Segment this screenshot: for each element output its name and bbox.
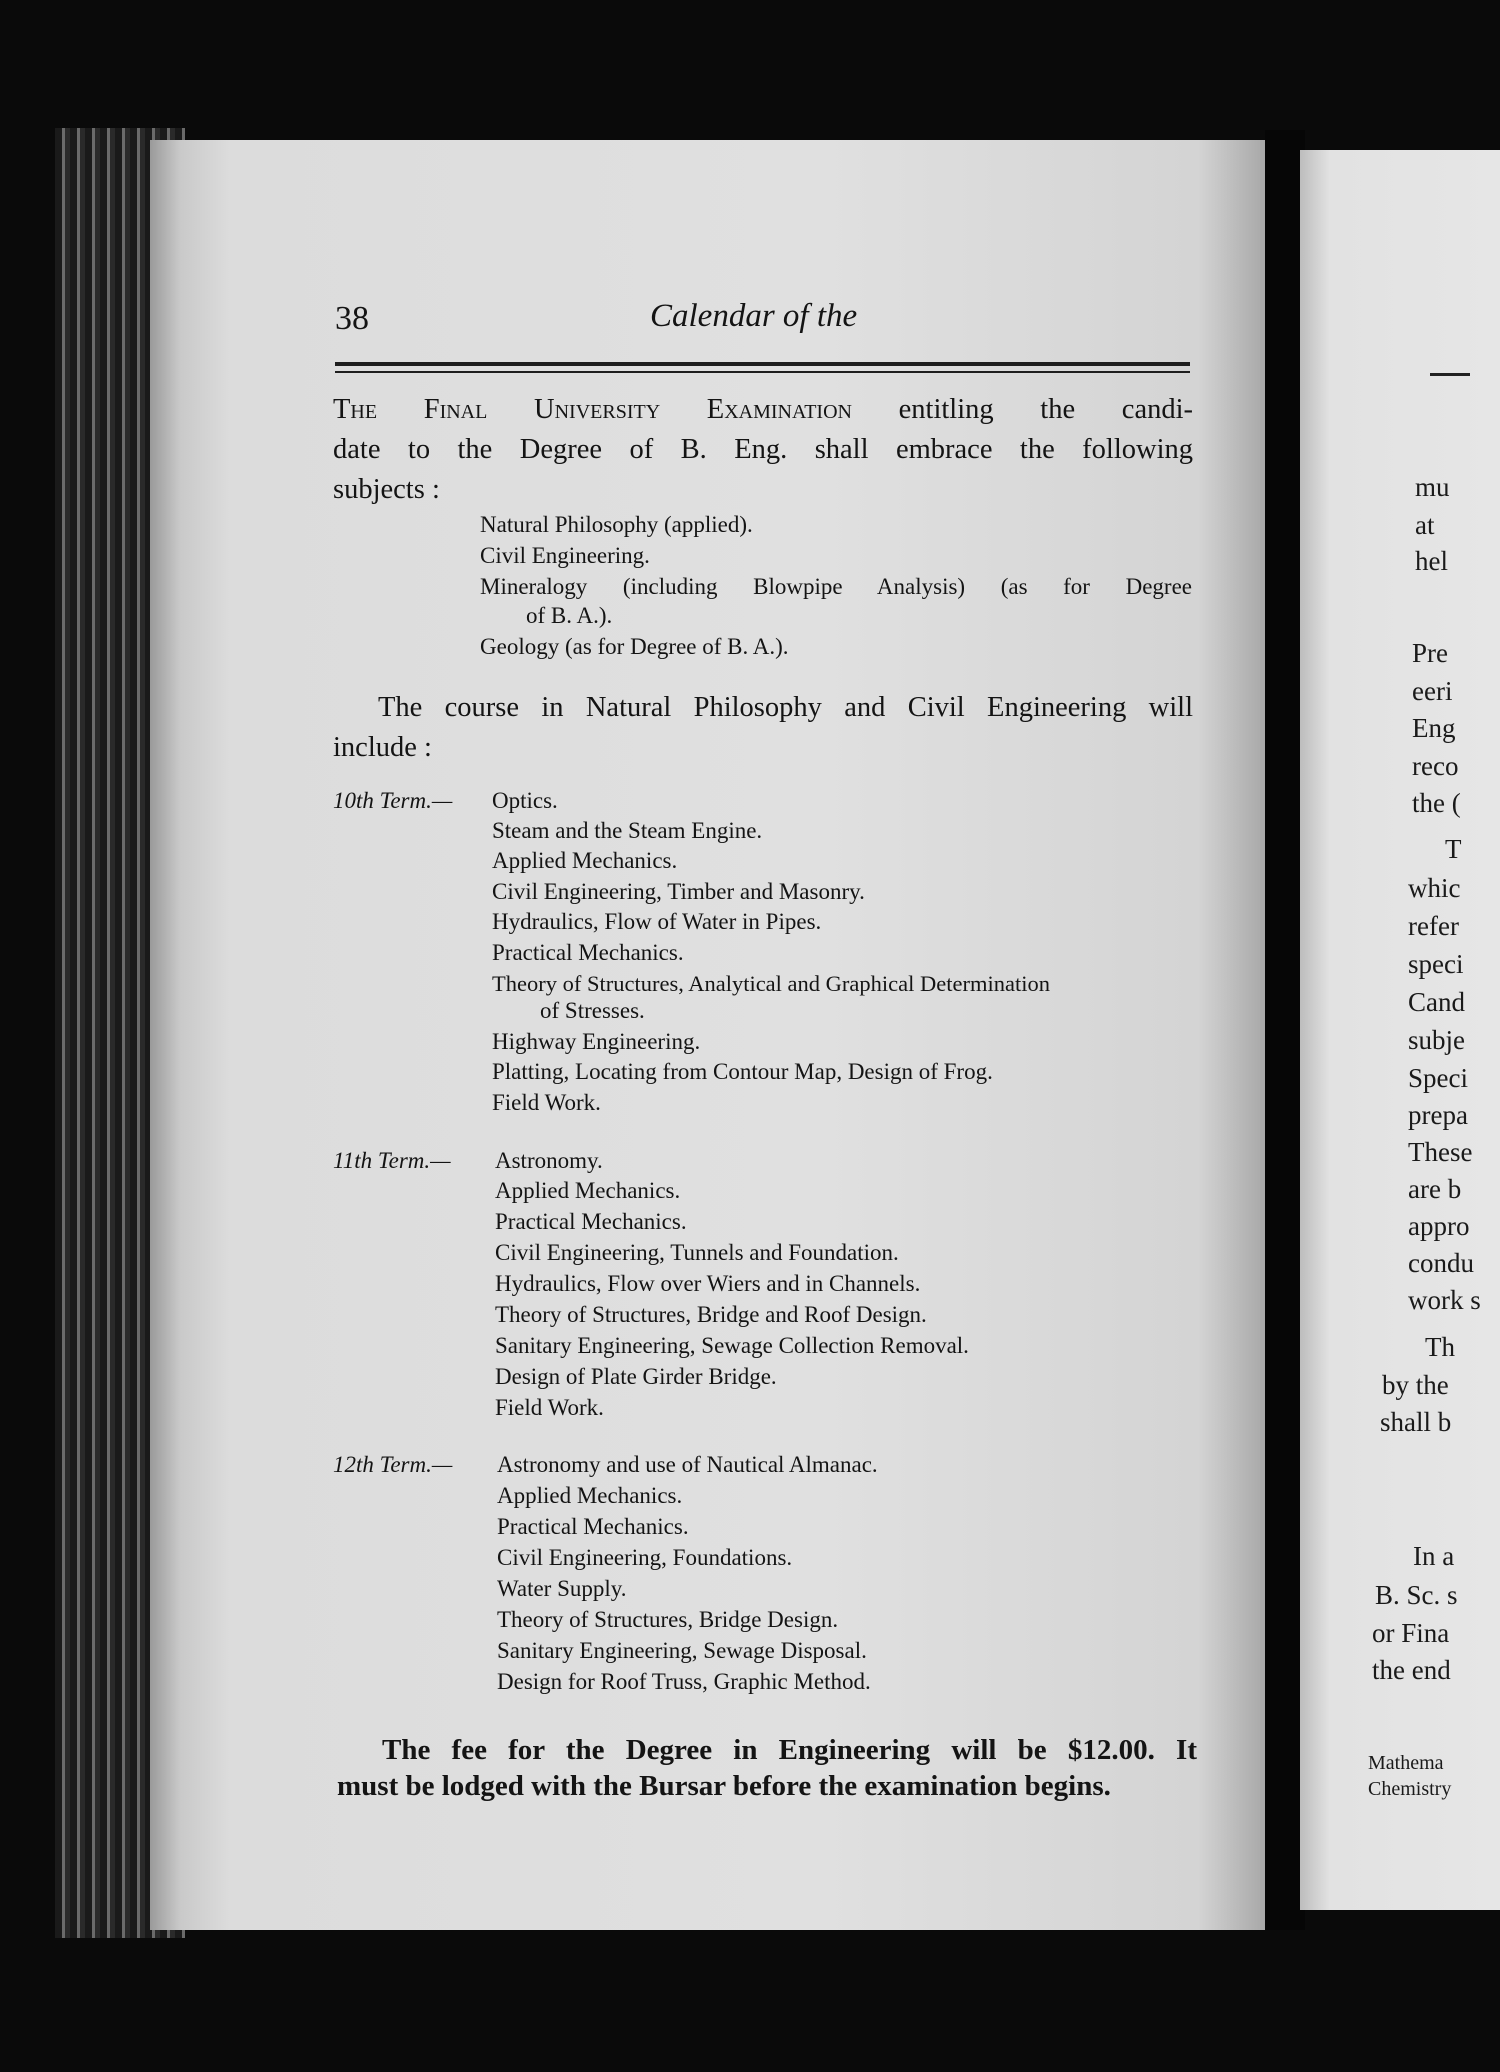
term-10-item: Highway Engineering. xyxy=(492,1029,701,1054)
header-rule-thick xyxy=(335,362,1190,366)
right-page-fragment: prepa xyxy=(1408,1100,1468,1130)
subject-item: Mineralogy (including Blowpipe Analysis) (as for Degree xyxy=(480,574,1192,599)
term-12-item: Water Supply. xyxy=(497,1576,627,1601)
term-12-item: Practical Mechanics. xyxy=(497,1514,689,1539)
term-12-item: Applied Mechanics. xyxy=(497,1483,683,1508)
intro-small-caps: The Final University Examination xyxy=(333,394,852,425)
right-page-fragment: whic xyxy=(1408,873,1461,903)
term-11-item: Civil Engineering, Tunnels and Foundation. xyxy=(495,1240,899,1265)
right-page-fragment: subje xyxy=(1408,1025,1465,1055)
right-page-fragment: at xyxy=(1415,510,1435,540)
term-12-item: Design for Roof Truss, Graphic Method. xyxy=(497,1669,871,1694)
right-page-fragment: T xyxy=(1445,834,1462,864)
term-10-item: Theory of Structures, Analytical and Graphical Determination xyxy=(492,971,1050,996)
term-10-label: 10th Term.— xyxy=(333,788,453,813)
term-10-item: Optics. xyxy=(492,788,558,813)
intro-line-1-rest: entitling the candi- xyxy=(898,394,1194,425)
intro-line-2: date to the Degree of B. Eng. shall embrace the following xyxy=(333,434,1193,465)
term-10-item: Hydraulics, Flow of Water in Pipes. xyxy=(492,909,822,934)
term-10-item: Steam and the Steam Engine. xyxy=(492,818,763,843)
right-page-fragment: by the xyxy=(1382,1370,1449,1400)
term-12-item: Civil Engineering, Foundations. xyxy=(497,1545,793,1570)
header-rule-thin xyxy=(335,371,1190,373)
intro-line-3: subjects : xyxy=(333,474,440,505)
right-page-fragment: In a xyxy=(1413,1541,1455,1571)
subject-item-continued: of B. A.). xyxy=(526,603,613,628)
term-10-item: Civil Engineering, Timber and Masonry. xyxy=(492,879,865,904)
right-page-fragment: Eng xyxy=(1412,713,1456,743)
right-page-fragment: refer xyxy=(1408,911,1459,941)
subject-item: Geology (as for Degree of B. A.). xyxy=(480,634,789,659)
book-gutter xyxy=(1265,130,1305,1930)
term-11-item: Hydraulics, Flow over Wiers and in Channels. xyxy=(495,1271,921,1296)
right-page-fragment: the end xyxy=(1372,1655,1451,1685)
term-11-item: Astronomy. xyxy=(495,1148,603,1173)
subject-item: Civil Engineering. xyxy=(480,543,650,568)
right-page-rule xyxy=(1430,373,1470,376)
right-page-fragment: eeri xyxy=(1412,676,1453,706)
term-10-item: Applied Mechanics. xyxy=(492,848,678,873)
right-page-fragment: These xyxy=(1408,1137,1473,1167)
term-10-item-continued: of Stresses. xyxy=(540,998,645,1023)
term-11-item: Field Work. xyxy=(495,1395,604,1420)
term-11-item: Practical Mechanics. xyxy=(495,1209,687,1234)
right-page-fragment: the ( xyxy=(1412,788,1461,818)
running-title: Calendar of the xyxy=(650,298,858,334)
term-10-item: Platting, Locating from Contour Map, Design of Frog. xyxy=(492,1059,993,1084)
right-page-fragment: appro xyxy=(1408,1211,1470,1241)
right-page-fragment: shall b xyxy=(1380,1407,1452,1437)
fee-line-2: must be lodged with the Bursar before the examination begins. xyxy=(337,1770,1111,1802)
term-12-item: Sanitary Engineering, Sewage Disposal. xyxy=(497,1638,867,1663)
right-page-fragment: condu xyxy=(1408,1248,1474,1278)
term-11-label: 11th Term.— xyxy=(333,1148,451,1173)
course-line-2: include : xyxy=(333,732,432,763)
right-page-fragment: Cand xyxy=(1408,987,1465,1017)
term-12-label: 12th Term.— xyxy=(333,1452,453,1477)
right-page-fragment: B. Sc. s xyxy=(1375,1580,1458,1610)
course-line-1: The course in Natural Philosophy and Civil Engineering will xyxy=(378,692,1193,723)
term-12-item: Astronomy and use of Nautical Almanac. xyxy=(497,1452,878,1477)
course-paragraph xyxy=(333,688,1193,768)
subject-item: Natural Philosophy (applied). xyxy=(480,512,753,537)
fee-paragraph xyxy=(337,1732,1197,1804)
right-page-footnote: Chemistry xyxy=(1368,1778,1452,1800)
right-page-footnote: Mathema xyxy=(1368,1752,1444,1774)
intro-line-1 xyxy=(333,390,1193,430)
right-page-fragment: Pre xyxy=(1412,638,1448,668)
page-number: 38 xyxy=(335,300,369,337)
term-12-item: Theory of Structures, Bridge Design. xyxy=(497,1607,839,1632)
right-page-fragment: mu xyxy=(1415,472,1450,502)
right-page-fragment: Speci xyxy=(1408,1063,1468,1093)
term-10-item: Practical Mechanics. xyxy=(492,940,684,965)
term-11-item: Theory of Structures, Bridge and Roof Design. xyxy=(495,1302,927,1327)
term-11-item: Design of Plate Girder Bridge. xyxy=(495,1364,777,1389)
fee-line-1: The fee for the Degree in Engineering will be $12.00. It xyxy=(382,1734,1197,1766)
right-page-fragment: or Fina xyxy=(1372,1618,1450,1648)
term-11-item: Applied Mechanics. xyxy=(495,1178,681,1203)
right-page-fragment: work s xyxy=(1408,1285,1481,1315)
intro-paragraph xyxy=(333,390,1193,510)
term-11-item: Sanitary Engineering, Sewage Collection Removal. xyxy=(495,1333,969,1358)
right-page-fragment: speci xyxy=(1408,949,1464,979)
right-page-fragment: Th xyxy=(1425,1332,1455,1362)
term-10-item: Field Work. xyxy=(492,1090,601,1115)
right-page-fragment: hel xyxy=(1415,546,1448,576)
right-page-fragment: reco xyxy=(1412,751,1459,781)
right-page-fragment: are b xyxy=(1408,1174,1462,1204)
